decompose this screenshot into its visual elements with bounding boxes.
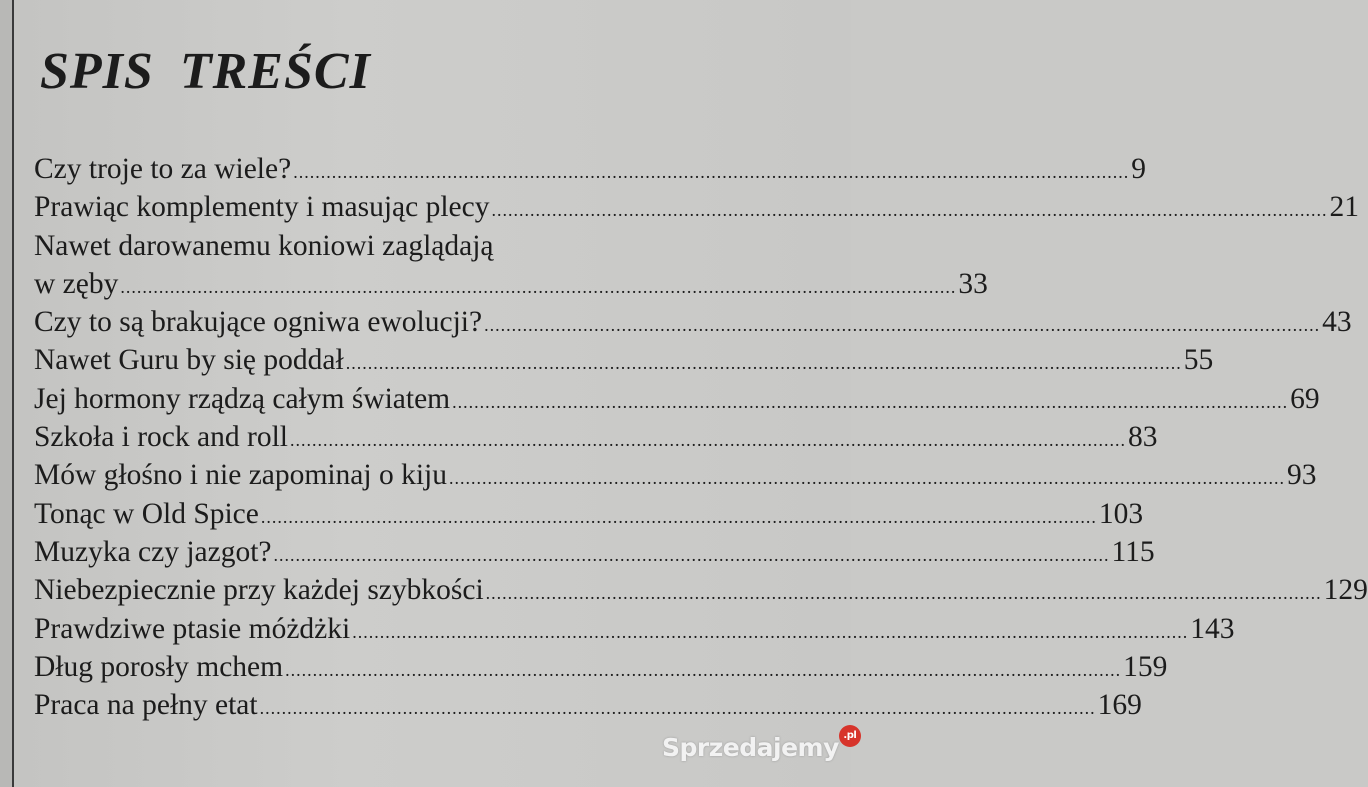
toc-entry-page: 43: [1322, 306, 1352, 339]
toc-entry-title: Niebezpiecznie przy każdej szybkości: [34, 574, 484, 607]
toc-entry-page: 93: [1286, 459, 1317, 492]
toc-entry-title: Mów głośno i nie zapominaj o kiju: [34, 459, 447, 492]
watermark-logo: [662, 730, 857, 762]
dot-leader: [261, 498, 1097, 536]
toc-entry-title: Dług porosły mchem: [34, 650, 284, 683]
toc-entry: [34, 227, 778, 265]
dot-leader: [491, 191, 1327, 229]
toc-entry-title: Prawiąc komplementy i masując plecy: [34, 191, 490, 224]
toc-entry-title: Nawet Guru by się poddał: [34, 344, 344, 377]
toc-entry: [34, 265, 988, 303]
toc-entry: [34, 303, 1352, 341]
toc-entry-page: 33: [958, 267, 988, 300]
toc-entry: [34, 188, 1359, 226]
toc-entry: [34, 648, 1168, 686]
toc-entry: [34, 495, 1144, 533]
toc-entry: [34, 150, 1146, 188]
toc-entry-page: 69: [1290, 382, 1320, 415]
dot-leader: [120, 268, 956, 306]
toc-entry: [34, 571, 1368, 609]
page-edge: [0, 0, 14, 787]
dot-leader: [290, 421, 1126, 459]
dot-leader: [285, 651, 1121, 689]
page-title: SPIS TREŚCI: [40, 43, 371, 100]
dot-leader: [260, 689, 1096, 727]
toc-entry-title: Jej hormony rządzą całym światem: [34, 382, 451, 415]
toc-entry: [34, 341, 1214, 379]
toc-entry: [34, 456, 1317, 494]
dot-leader: [486, 574, 1322, 612]
toc-entry-title: Szkoła i rock and roll: [34, 421, 288, 454]
toc-entry: [34, 610, 1235, 648]
dot-leader: [449, 459, 1285, 497]
toc-entry-page: 83: [1127, 421, 1158, 454]
dot-leader: [274, 536, 1110, 574]
toc-entry-page: 115: [1111, 535, 1155, 568]
dot-leader: [346, 344, 1182, 382]
toc-entry-title: Czy to są brakujące ogniwa ewolucji?: [34, 306, 483, 339]
toc-entry-page: 169: [1097, 689, 1142, 722]
watermark-tld: .pl: [839, 725, 861, 747]
toc-entry-title: Praca na pełny etat: [34, 689, 258, 722]
toc-entry-page: 159: [1123, 650, 1168, 683]
dot-leader: [293, 153, 1129, 191]
toc-entry-page: 21: [1329, 191, 1359, 224]
toc-entry-page: 143: [1190, 612, 1235, 645]
watermark-brand: Sprzedajemy: [662, 733, 839, 762]
toc-entry-page: 129: [1323, 574, 1368, 607]
table-of-contents: [34, 150, 1368, 724]
toc-entry: [34, 533, 1155, 571]
toc-entry-title: w zęby: [34, 267, 119, 300]
dot-leader: [452, 383, 1288, 421]
toc-entry: [34, 380, 1320, 418]
toc-entry-title: Prawdziwe ptasie móżdżki: [34, 612, 351, 645]
toc-entry-title: Tonąc w Old Spice: [34, 497, 259, 530]
toc-entry: [34, 686, 1142, 724]
toc-entry-page: 55: [1183, 344, 1214, 377]
toc-entry-page: 9: [1131, 153, 1146, 185]
dot-leader: [352, 613, 1188, 651]
toc-entry-title: Nawet darowanemu koniowi zaglądają: [34, 229, 494, 262]
toc-entry-title: Czy troje to za wiele?: [34, 153, 292, 185]
toc-entry: [34, 418, 1158, 456]
dot-leader: [484, 306, 1320, 344]
toc-entry-page: 103: [1098, 497, 1144, 530]
toc-entry-title: Muzyka czy jazgot?: [34, 535, 272, 568]
